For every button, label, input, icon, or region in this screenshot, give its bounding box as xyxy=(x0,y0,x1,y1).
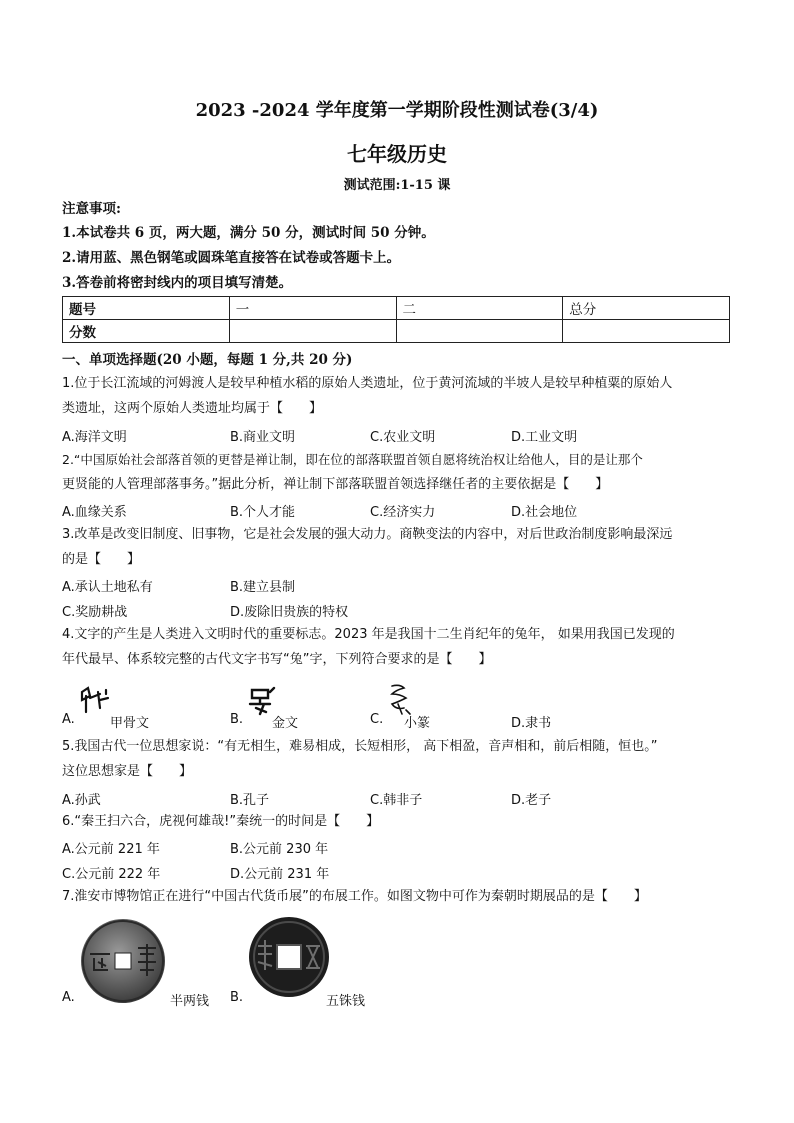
score-table xyxy=(62,296,730,343)
q7-option-a[interactable]: A. xyxy=(62,990,75,1005)
q7-option-b[interactable]: B. xyxy=(230,990,244,1005)
question-4-line-2: 年代最早、体系较完整的古代文字书写“兔”字，下列符合要求的是【 】 xyxy=(62,652,492,667)
q4-option-a[interactable]: A. xyxy=(62,712,75,727)
note-item-3: 3.答卷前将密封线内的项目填写清楚。 xyxy=(62,275,293,291)
oracle-bone-rabbit-glyph xyxy=(78,686,112,716)
q6-option-a[interactable]: A.公元前 221 年 xyxy=(62,842,160,857)
q1-option-b[interactable]: B.商业文明 xyxy=(230,430,296,445)
q7-label-wu-zhu: 五铢钱 xyxy=(326,994,366,1009)
test-scope: 测试范围:1-15 课 xyxy=(343,178,451,193)
q4-label-bronze: 金文 xyxy=(272,716,299,731)
q1-option-c[interactable]: C.农业文明 xyxy=(370,430,436,445)
question-1-line-1: 1.位于长江流域的河姆渡人是较早种植水稻的原始人类遗址，位于黄河流域的半坡人是较早种植粟的原始人 xyxy=(62,376,673,391)
q7-label-ban-liang: 半两钱 xyxy=(170,994,210,1009)
question-3-line-2: 的是【 】 xyxy=(62,552,141,567)
q1-option-d[interactable]: D.工业文明 xyxy=(511,430,578,445)
subject-title: 七年级历史 xyxy=(347,142,447,166)
q4-option-c[interactable]: C. xyxy=(370,712,384,727)
question-6-line-1: 6.“秦王扫六合，虎视何雄哉!”秦统一的时间是【 】 xyxy=(62,814,380,829)
q4-option-d[interactable]: D.隶书 xyxy=(511,716,552,731)
question-2-line-1: 2.“中国原始社会部落首领的更替是禅让制，即在位的部落联盟首领自愿将统治权让给他人，目的是让那个 xyxy=(62,452,643,467)
q3-option-b[interactable]: B.建立县制 xyxy=(230,580,296,595)
score-cell-total: 总分 xyxy=(563,297,730,320)
q6-option-b[interactable]: B.公元前 230 年 xyxy=(230,842,329,857)
score-input-total[interactable] xyxy=(563,320,730,343)
q1-option-a[interactable]: A.海洋文明 xyxy=(62,430,127,445)
score-input-part1[interactable] xyxy=(229,320,396,343)
note-item-1: 1.本试卷共 6 页，两大题，满分 50 分，测试时间 50 分钟。 xyxy=(62,225,435,241)
score-cell-score-label: 分数 xyxy=(63,320,230,343)
score-table-score-row xyxy=(63,320,730,343)
score-cell-part2: 二 xyxy=(396,297,563,320)
notes-heading: 注意事项: xyxy=(62,201,121,217)
score-table-header-row xyxy=(63,297,730,320)
q5-option-a[interactable]: A.孙武 xyxy=(62,793,101,808)
q6-option-d[interactable]: D.公元前 231 年 xyxy=(230,867,330,882)
q2-option-b[interactable]: B.个人才能 xyxy=(230,505,296,520)
question-7-line-1: 7.淮安市博物馆正在进行“中国古代货币展”的布展工作。如图文物中可作为秦朝时期展品的是【 】 xyxy=(62,889,647,904)
ban-liang-coin-image xyxy=(80,918,166,1004)
q6-option-c[interactable]: C.公元前 222 年 xyxy=(62,867,161,882)
q4-option-b[interactable]: B. xyxy=(230,712,244,727)
question-4-line-1: 4.文字的产生是人类进入文明时代的重要标志。2023 年是我国十二生肖纪年的兔年， 如果用我国已发现的 xyxy=(62,627,675,642)
question-1-line-2: 类遗址，这两个原始人类遗址均属于【 】 xyxy=(62,401,323,416)
q2-option-c[interactable]: C.经济实力 xyxy=(370,505,436,520)
q4-label-oracle-bone: 甲骨文 xyxy=(110,716,150,731)
q5-option-d[interactable]: D.老子 xyxy=(511,793,552,808)
q2-option-d[interactable]: D.社会地位 xyxy=(511,505,578,520)
score-cell-label: 题号 xyxy=(63,297,230,320)
exam-title: 2023 -2024 学年度第一学期阶段性测试卷(3/4) xyxy=(195,100,599,121)
q3-option-a[interactable]: A.承认土地私有 xyxy=(62,580,153,595)
score-input-part2[interactable] xyxy=(396,320,563,343)
q4-label-small-seal: 小篆 xyxy=(404,716,431,731)
score-cell-part1: 一 xyxy=(229,297,396,320)
q5-option-c[interactable]: C.韩非子 xyxy=(370,793,423,808)
note-item-2: 2.请用蓝、黑色钢笔或圆珠笔直接答在试卷或答题卡上。 xyxy=(62,250,401,266)
q3-option-c[interactable]: C.奖励耕战 xyxy=(62,605,128,620)
question-5-line-1: 5.我国古代一位思想家说：“有无相生，难易相成，长短相形， 高下相盈，音声相和，前后相随，恒也。” xyxy=(62,739,658,754)
q3-option-d[interactable]: D.废除旧贵族的特权 xyxy=(230,605,349,620)
question-2-line-2: 更贤能的人管理部落事务。”据此分析，禅让制下部落联盟首领选择继任者的主要依据是【 】 xyxy=(62,477,609,492)
question-3-line-1: 3.改革是改变旧制度、旧事物，它是社会发展的强大动力。商鞅变法的内容中，对后世政治制度影响最深远 xyxy=(62,527,673,542)
q5-option-b[interactable]: B.孔子 xyxy=(230,793,270,808)
question-5-line-2: 这位思想家是【 】 xyxy=(62,764,193,779)
q2-option-a[interactable]: A.血缘关系 xyxy=(62,505,127,520)
wu-zhu-coin-image xyxy=(248,916,330,998)
section1-heading: 一、单项选择题(20 小题，每题 1 分,共 20 分) xyxy=(62,352,353,368)
